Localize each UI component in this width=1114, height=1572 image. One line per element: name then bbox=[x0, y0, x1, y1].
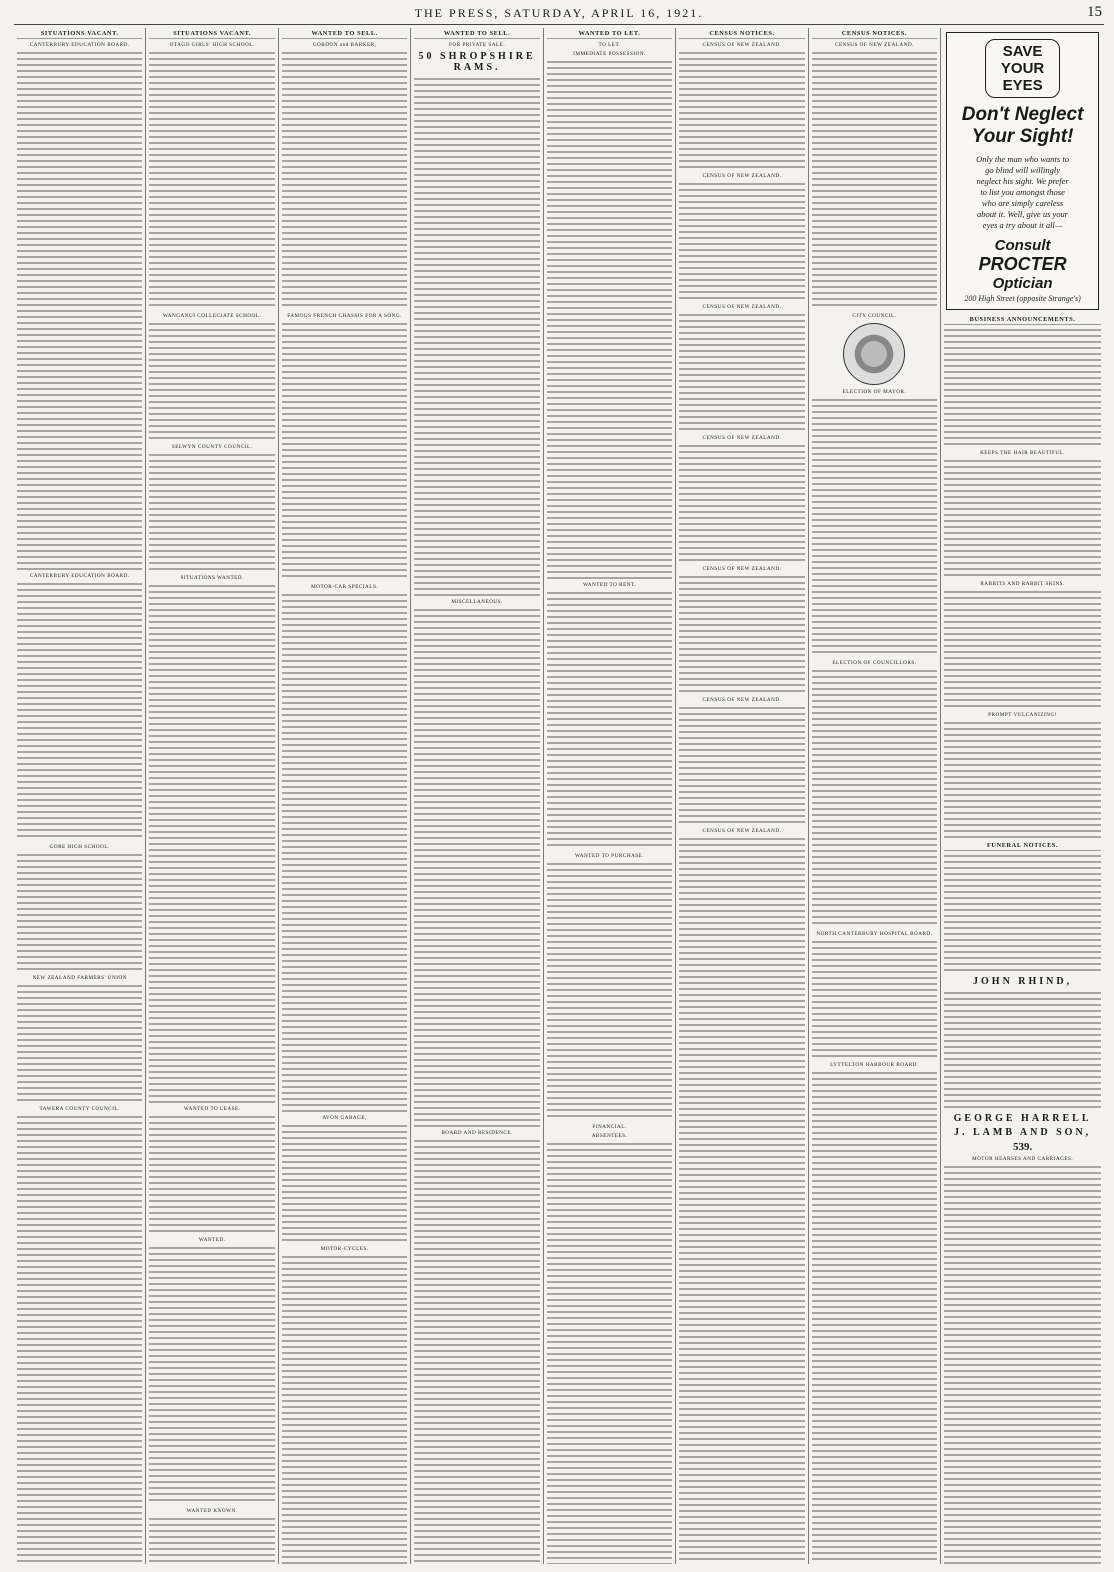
text-block bbox=[17, 852, 142, 972]
ad-brand bbox=[955, 237, 1090, 292]
masthead-title: THE PRESS, SATURDAY, APRIL 16, 1921. bbox=[414, 6, 704, 20]
ad-body-text: Only the man who wants to go blind will willingly neglect his sight. We prefer to list you amongst those who are simply careless about it. Well, give us your eyes a try about it all— bbox=[976, 154, 1069, 230]
phone-number: 539. bbox=[1012, 1141, 1033, 1153]
section-heading: WANGANUI COLLEGIATE SCHOOL. bbox=[162, 313, 262, 319]
column-heading: SITUATIONS VACANT. bbox=[149, 30, 274, 39]
page-number: 15 bbox=[1087, 4, 1102, 20]
section-heading: IMMEDIATE POSSESSION. bbox=[573, 51, 646, 57]
section-heading: KEEPS THE HAIR BEAUTIFUL. bbox=[980, 450, 1066, 456]
section-heading: TAWERA COUNTY COUNCIL. bbox=[39, 1106, 120, 1112]
section-heading: BOARD AND RESIDENCE. bbox=[441, 1130, 513, 1136]
column-to-let bbox=[544, 28, 676, 1564]
section-heading: WANTED TO LEASE. bbox=[183, 1106, 241, 1112]
section-heading: FINANCIAL. bbox=[592, 1124, 627, 1130]
section-heading: MOTOR-CAR SPECIALS. bbox=[311, 584, 379, 590]
section-heading: CANTERBURY EDUCATION BOARD. bbox=[29, 42, 130, 48]
text-block bbox=[282, 1254, 407, 1564]
text-block bbox=[679, 50, 804, 170]
section-heading: CENSUS OF NEW ZEALAND. bbox=[702, 566, 782, 572]
section-heading: FAMOUS FRENCH CHASSIS FOR A SONG. bbox=[287, 313, 402, 319]
text-block bbox=[414, 607, 539, 1127]
text-block bbox=[679, 312, 804, 432]
column-heading: WANTED TO SELL. bbox=[414, 30, 539, 39]
columns bbox=[14, 28, 1104, 1564]
section-heading: CENSUS OF NEW ZEALAND. bbox=[702, 304, 782, 310]
text-block bbox=[149, 321, 274, 441]
section-heading: TO LET. bbox=[598, 42, 621, 48]
section-heading: WANTED TO PURCHASE. bbox=[574, 853, 645, 859]
section-heading: CENSUS OF NEW ZEALAND. bbox=[702, 435, 782, 441]
text-block bbox=[944, 327, 1101, 447]
city-seal-icon bbox=[843, 323, 905, 385]
section-heading: WANTED KNOWN. bbox=[186, 1508, 238, 1514]
section-heading: WANTED. bbox=[198, 1237, 226, 1243]
text-block bbox=[547, 59, 672, 579]
column-heading: CENSUS NOTICES. bbox=[812, 30, 937, 39]
text-block bbox=[282, 592, 407, 1112]
text-block bbox=[547, 861, 672, 1121]
text-block bbox=[812, 397, 937, 657]
section-heading: ELECTION OF MAYOR. bbox=[842, 389, 907, 395]
section-heading: NEW ZEALAND FARMERS' UNION bbox=[32, 975, 128, 981]
text-block bbox=[149, 1114, 274, 1234]
section-heading: CENSUS OF NEW ZEALAND. bbox=[702, 828, 782, 834]
text-block bbox=[149, 50, 274, 310]
section-heading: OTAGO GIRLS' HIGH SCHOOL. bbox=[169, 42, 255, 48]
featured-entry: 50 SHROPSHIRE RAMS. bbox=[418, 51, 536, 73]
ad-address: 200 High Street (opposite Strange's) bbox=[964, 294, 1081, 303]
column-heading: WANTED TO LET. bbox=[547, 30, 672, 39]
text-block bbox=[944, 853, 1101, 973]
text-block bbox=[414, 1138, 539, 1564]
text-block bbox=[944, 1164, 1101, 1564]
text-block bbox=[812, 1070, 937, 1564]
section-heading: LYTTELTON HARBOUR BOARD. bbox=[830, 1062, 919, 1068]
funeral-director-name: J. LAMB AND SON, bbox=[953, 1127, 1092, 1138]
text-block bbox=[679, 181, 804, 301]
text-block bbox=[812, 939, 937, 1059]
text-block bbox=[679, 574, 804, 694]
section-heading: PROMPT VULCANIZING! bbox=[988, 712, 1057, 718]
text-block bbox=[547, 1141, 672, 1564]
procter-optician-advert bbox=[946, 32, 1099, 310]
ad-subhead: Don't Neglect Your Sight! bbox=[961, 104, 1084, 147]
section-heading: RABBITS AND RABBIT SKINS. bbox=[980, 581, 1065, 587]
text-block bbox=[812, 50, 937, 310]
section-heading: CANTERBURY EDUCATION BOARD. bbox=[29, 573, 130, 579]
section-heading: AVON GARAGE, bbox=[322, 1115, 367, 1121]
text-block bbox=[17, 50, 142, 570]
text-block bbox=[944, 990, 1101, 1110]
ad-headline: SAVE YOUR EYES bbox=[985, 39, 1060, 98]
column-wanted-to-sell-2 bbox=[411, 28, 543, 1564]
section-heading: SELWYN COUNTY COUNCIL. bbox=[171, 444, 253, 450]
column-heading: CENSUS NOTICES. bbox=[679, 30, 804, 39]
section-heading: CENSUS OF NEW ZEALAND. bbox=[702, 697, 782, 703]
column-census-notices-1 bbox=[676, 28, 808, 1564]
section-heading: CENSUS OF NEW ZEALAND. bbox=[702, 173, 782, 179]
section-heading: SITUATIONS WANTED. bbox=[180, 575, 244, 581]
funeral-director-name: GEORGE HARRELL bbox=[953, 1113, 1092, 1124]
text-block bbox=[944, 589, 1101, 709]
text-block bbox=[812, 668, 937, 928]
column-census-notices-2 bbox=[809, 28, 941, 1564]
text-block bbox=[282, 1123, 407, 1243]
section-heading: FOR PRIVATE SALE. bbox=[449, 42, 506, 48]
section-heading: MOTOR HEARSES AND CARRIAGES. bbox=[971, 1156, 1074, 1162]
funeral-director-name: JOHN RHIND, bbox=[973, 976, 1073, 987]
text-block bbox=[17, 581, 142, 841]
ad-brand-name: PROCTER bbox=[978, 254, 1067, 274]
text-block bbox=[149, 1245, 274, 1505]
section-heading: FUNERAL NOTICES. bbox=[944, 842, 1101, 851]
text-block bbox=[679, 443, 804, 563]
section-heading: ABSENTEES. bbox=[591, 1133, 628, 1139]
text-block bbox=[149, 583, 274, 1103]
text-block bbox=[17, 983, 142, 1103]
text-block bbox=[547, 590, 672, 850]
section-heading: MOTOR-CYCLES. bbox=[320, 1246, 369, 1252]
text-block bbox=[944, 458, 1101, 578]
section-heading: ELECTION OF COUNCILLORS. bbox=[832, 660, 917, 666]
section-heading: WANTED TO RENT. bbox=[582, 582, 637, 588]
section-heading: GORDON and BARKER, bbox=[312, 42, 377, 48]
column-situations-vacant-1 bbox=[14, 28, 146, 1564]
section-heading: NORTH CANTERBURY HOSPITAL BOARD. bbox=[816, 931, 933, 937]
column-business-funeral bbox=[941, 28, 1104, 1564]
text-block bbox=[282, 321, 407, 581]
text-block bbox=[149, 1516, 274, 1564]
text-block bbox=[17, 1114, 142, 1564]
text-block bbox=[679, 836, 804, 1564]
text-block bbox=[149, 452, 274, 572]
text-block bbox=[944, 720, 1101, 840]
column-heading: SITUATIONS VACANT. bbox=[17, 30, 142, 39]
text-block bbox=[679, 705, 804, 825]
masthead bbox=[14, 4, 1104, 25]
section-heading: MISCELLANEOUS. bbox=[451, 599, 503, 605]
text-block bbox=[414, 76, 539, 596]
text-block bbox=[282, 50, 407, 310]
column-situations-vacant-2 bbox=[146, 28, 278, 1564]
column-heading: BUSINESS ANNOUNCEMENTS. bbox=[944, 316, 1101, 325]
section-heading: CENSUS OF NEW ZEALAND. bbox=[702, 42, 782, 48]
ad-role: Optician bbox=[992, 275, 1053, 292]
section-heading: CITY COUNCIL. bbox=[852, 313, 897, 319]
column-wanted-to-sell-1 bbox=[279, 28, 411, 1564]
section-heading: GORE HIGH SCHOOL. bbox=[49, 844, 110, 850]
section-heading: CENSUS OF NEW ZEALAND. bbox=[834, 42, 914, 48]
column-heading: WANTED TO SELL. bbox=[282, 30, 407, 39]
ad-consult: Consult bbox=[994, 237, 1051, 254]
